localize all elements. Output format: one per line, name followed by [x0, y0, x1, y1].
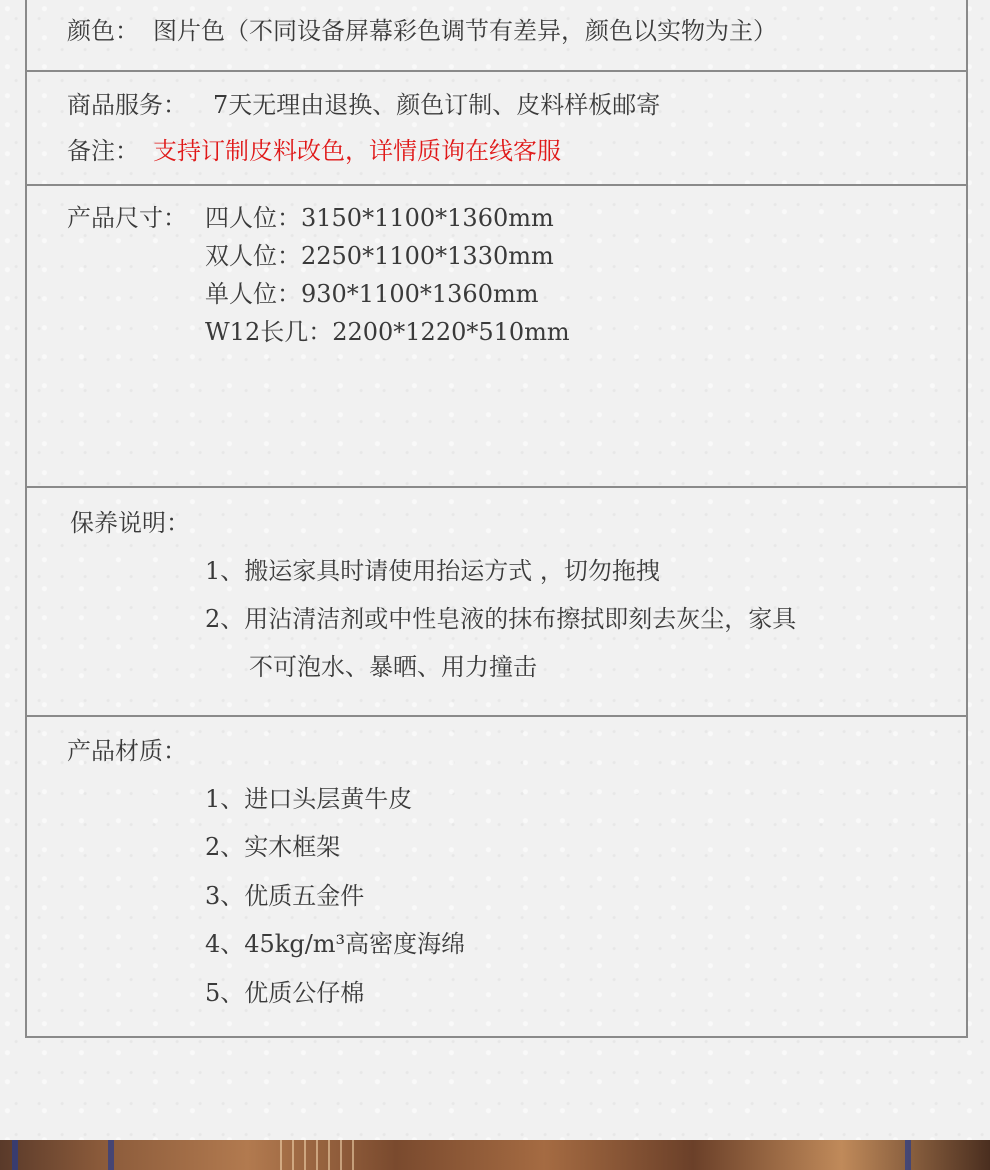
photo-detail: [280, 1140, 282, 1170]
color-label: 颜色：: [67, 17, 139, 45]
photo-detail: [304, 1140, 306, 1170]
size-row: [27, 186, 966, 488]
product-photo-strip: [0, 1140, 990, 1170]
material-item: 5、优质公仔棉: [205, 979, 365, 1007]
size-item: 四人位：3150*1100*1360mm: [205, 204, 554, 232]
size-item: W12长几：2200*1220*510mm: [205, 318, 570, 346]
photo-detail: [905, 1140, 911, 1170]
size-label: 产品尺寸：: [67, 204, 187, 232]
care-item: 1、搬运家具时请使用抬运方式 ，切勿拖拽: [205, 557, 660, 585]
color-value: 图片色（不同设备屏幕彩色调节有差异，颜色以实物为主）: [153, 17, 777, 45]
service-value: 7天无理由退换、颜色订制、皮料样板邮寄: [213, 91, 661, 119]
photo-detail: [352, 1140, 354, 1170]
material-label: 产品材质：: [67, 737, 187, 765]
size-item: 单人位：930*1100*1360mm: [205, 280, 539, 308]
material-row: [27, 717, 966, 1036]
care-item: 不可泡水、暴晒、用力撞击: [249, 653, 537, 681]
photo-detail: [328, 1140, 330, 1170]
note-value: 支持订制皮料改色，详情质询在线客服: [153, 137, 561, 165]
care-row: [27, 488, 966, 717]
color-row: [27, 0, 966, 72]
material-item: 3、优质五金件: [205, 882, 365, 910]
service-label: 商品服务：: [67, 91, 187, 119]
material-item: 2、实木框架: [205, 833, 341, 861]
care-label: 保养说明：: [70, 509, 190, 537]
photo-detail: [340, 1140, 342, 1170]
note-label: 备注：: [67, 137, 139, 165]
spec-table: [25, 0, 968, 1038]
care-item: 2、用沾清洁剂或中性皂液的抹布擦拭即刻去灰尘，家具: [205, 605, 797, 633]
photo-detail: [292, 1140, 294, 1170]
photo-detail: [108, 1140, 114, 1170]
size-item: 双人位：2250*1100*1330mm: [205, 242, 554, 270]
photo-detail: [316, 1140, 318, 1170]
material-item: 4、45kg/m³高密度海绵: [205, 930, 466, 958]
photo-detail: [12, 1140, 18, 1170]
service-row: [27, 72, 966, 186]
material-item: 1、进口头层黄牛皮: [205, 785, 413, 813]
